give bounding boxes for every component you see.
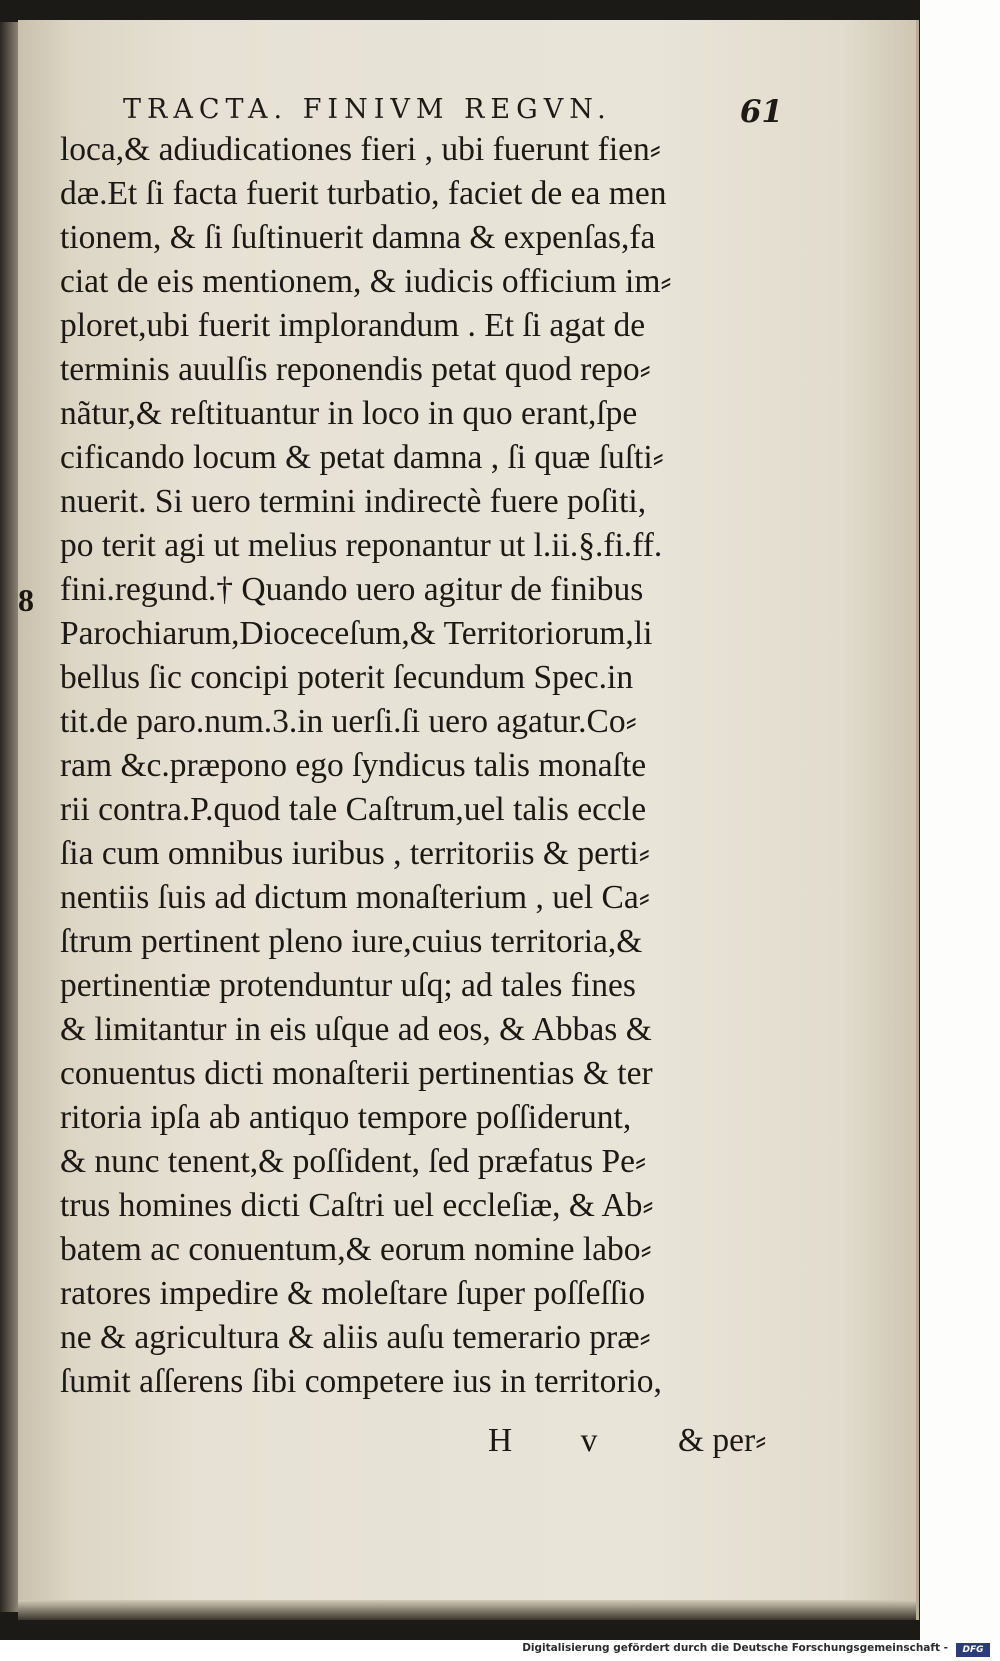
text-line: fini.regund.† Quando uero agitur de finibus [60, 571, 644, 608]
text-line: pertinentiæ protenduntur uſq; ad tales fines [60, 967, 636, 1004]
page-foot [18, 1422, 788, 1466]
body-text [60, 128, 800, 1404]
text-line: nentiis ſuis ad dictum monaſterium , uel Ca⸗ [60, 879, 650, 916]
text-line: & nunc tenent,& poſſident, ſed præfatus Pe⸗ [60, 1143, 647, 1180]
text-line: & limitantur in eis uſque ad eos, & Abbas & [60, 1011, 652, 1048]
text-line: Parochiarum,Dioceceſum,& Territoriorum,li [60, 615, 653, 652]
text-line: ciat de eis mentionem, & iudicis officium im⸗ [60, 263, 672, 300]
book-page [18, 20, 919, 1620]
page-bottom-edge [18, 1600, 916, 1620]
text-line: tit.de paro.num.3.in uerſi.ſi uero agatur.Co⸗ [60, 703, 637, 740]
text-line: cificando locum & petat damna , ſi quæ ſuſti⸗ [60, 439, 664, 476]
folio-number: 61 [739, 94, 783, 130]
text-line: nuerit. Si uero termini indirectè fuere poſiti, [60, 483, 647, 520]
running-head: TRACTA. FINIVM REGVN. [123, 94, 612, 125]
text-line: loca,& adiudicationes fieri , ubi fuerunt fien⸗ [60, 131, 661, 168]
footer-strip [0, 1640, 1000, 1661]
text-line: conuentus dicti monaſterii pertinentias & ter [60, 1055, 653, 1092]
dfg-logo: DFG [956, 1643, 990, 1657]
text-line: terminis auulſis reponendis petat quod repo⸗ [60, 351, 651, 388]
text-line: ram &c.præpono ego ſyndicus talis monaſte [60, 747, 647, 784]
text-line: tionem, & ſi ſuſtinuerit damna & expenſas,fa [60, 219, 656, 256]
text-line: ritoria ipſa ab antiquo tempore poſſiderunt, [60, 1099, 632, 1136]
text-line: ſumit aſſerens ſibi competere ius in territorio, [60, 1363, 662, 1400]
text-line: batem ac conuentum,& eorum nomine labo⸗ [60, 1231, 652, 1268]
text-line: po terit agi ut melius reponantur ut l.ii.§.fi.ff. [60, 527, 663, 564]
text-line: rii contra.P.quod tale Caſtrum,uel talis eccle [60, 791, 647, 828]
text-line: ſia cum omnibus iuribus , territoriis & perti⸗ [60, 835, 650, 872]
funding-credit: Digitalisierung gefördert durch die Deutsche Forschungsgemeinschaft - [522, 1642, 948, 1654]
catchword: & per⸗ [678, 1422, 767, 1459]
text-line: bellus ſic concipi poterit ſecundum Spec.in [60, 659, 634, 696]
text-line: nãtur,& reſtituantur in loco in quo erant,ſpe [60, 395, 638, 432]
text-line: dæ.Et ſi facta fuerit turbatio, faciet de ea men [60, 175, 667, 212]
text-line: ne & agricultura & aliis auſu temerario præ⸗ [60, 1319, 651, 1356]
text-line: ratores impedire & moleſtare ſuper poſſeſſio [60, 1275, 646, 1312]
text-line: ploret,ubi fuerit implorandum . Et ſi agat de [60, 307, 646, 344]
text-line: ſtrum pertinent pleno iure,cuius territoria,& [60, 923, 643, 960]
text-line: trus homines dicti Caſtri uel eccleſiæ, & Ab⸗ [60, 1187, 654, 1224]
margin-note: 8 [18, 582, 34, 618]
signature-mark: H v [488, 1422, 628, 1459]
